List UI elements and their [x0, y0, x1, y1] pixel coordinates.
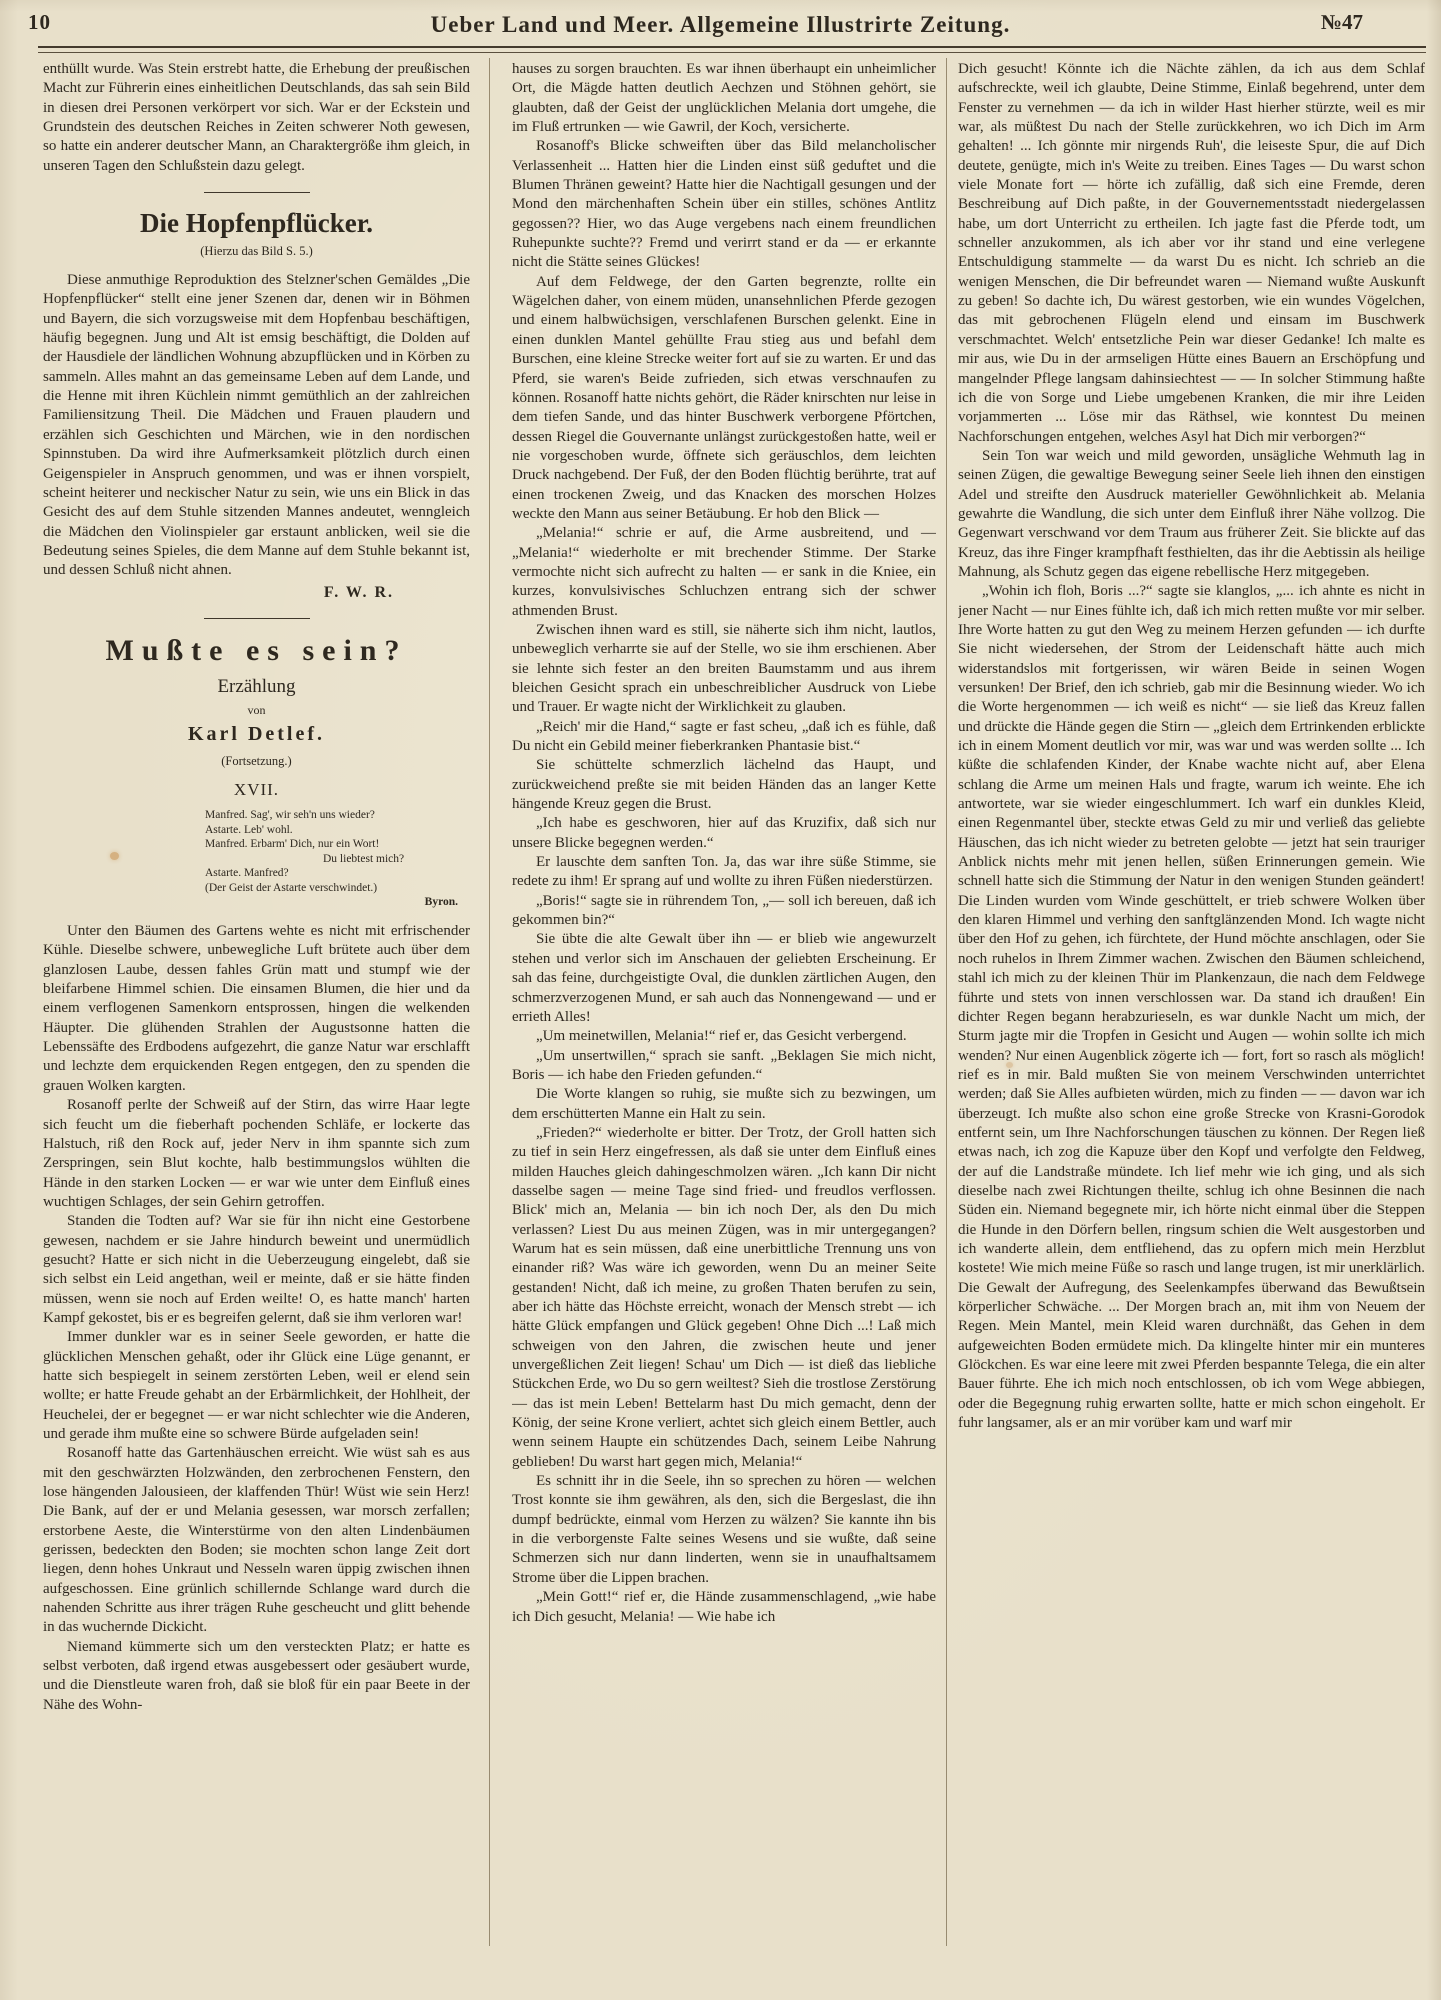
paragraph: hauses zu sorgen brauchten. Es war ihnen überhaupt ein unheimlicher Ort, die Mägde hatten deutlich Aechzen und Stöhnen gehört, sie glaubten, daß der Geist der unglücklichen Melania dort umgehe, die im Fluß ertrunken — wie Gawril, der Koch, versicherte.: [512, 61, 936, 136]
motto-stage-direction: (Der Geist der Astarte verschwindet.): [205, 881, 378, 894]
paragraph: Unter den Bäumen des Gartens wehte es nicht mit erfrischender Kühle. Dieselbe schwere, unbewegliche Luft brütete auch über dem glanzlosen Laube, dessen fahles Grün matt und stumpf wie der bleifarbene Himmel schien. Die einsamen Blumen, die hier und da einem verflogenen Samenkorn entsprossen, hingen die welkenden Häupter. Die glühenden Strahlen der Augustsonne hatten die Lebenssäfte des Erdbodens aufgezehrt, die ganze Natur war erschlafft und lechzte dem erquickenden Regen entgegen, den zu spenden die grauen Wolken kargten.: [43, 923, 470, 1094]
page-number: 10: [28, 10, 51, 34]
section-separator-rule: [204, 192, 310, 193]
paragraph: Sie übte die alte Gewalt über ihn — er blieb wie angewurzelt stehen und verlor sich im Anschauen der geliebten Erscheinung. Er sah das feine, durchgeistigte Oval, die dunklen zärtlichen Augen, den schmerzverzogenen Mund, er sah auch das Nonnengewand — und er errieth Alles!: [512, 931, 936, 1025]
paragraph: Die Worte klangen so ruhig, sie mußte sich zu bezwingen, um dem erschütterten Manne ein Halt zu sein.: [512, 1086, 936, 1122]
motto-line: Du liebtest mich?: [323, 852, 405, 865]
paragraph: Immer dunkler war es in seiner Seele geworden, er hatte die glücklichen Menschen gehaßt, oder ihr Glück eine Lüge genannt, er hatte sich bespiegelt in seinem zerstörten Leben, weil er elend sein wollte; er hatte Freude gehabt an der Erbärmlichkeit, der Hohlheit, der Heuchelei, der er begegnet — er war nicht schlechter wie die Anderen, und gerade ihm mußte eine so schwere Bürde aufgeladen sein!: [43, 1329, 470, 1442]
article-title-hopfenpfluecker: Die Hopfenpflücker.: [139, 208, 373, 239]
paragraph: Rosanoff perlte der Schweiß auf der Stirn, das wirre Haar legte sich feucht um die fieberhaft pochenden Schläfe, er lockerte das Halstuch, riß den Rock auf, jeder Nerv in ihm spannte sich zum Zerspringen, sein Blut kochte, halb bestimmungslos wühlten die Hände in den starken Locken — er war wie unter dem Einfluß eines wuchtigen Schlages, der sein Gehirn getroffen.: [43, 1097, 470, 1210]
author-initials-signature: F. W. R.: [323, 583, 394, 601]
article-subtitle: (Hierzu das Bild S. 5.): [200, 244, 313, 259]
paragraph: Auf dem Feldwege, der den Garten begrenzte, rollte ein Wägelchen daher, von einem müden, unansehnlichen Pferde gezogen und einem halbwüchsigen, verschlafenen Burschen gelenkt. Eine in einen dunklen Mantel gehüllte Frau stieg aus und befahl dem Burschen, eine kleine Strecke weiter fort auf sie zu warten. Er und das Pferd, sie waren's Beide zufrieden, sich etwas verschnaufen zu können. Rosanoff hatte nichts gehört, die Räder knirschten nur leise in dem tiefen Sande, und das hinter Buschwerk verborgene Pförtchen, dessen Riegel die Gouvernante unlängst zurückgestoßen hatte, weil er nie vorgeschoben wurde, öffnete sich geräuschlos, dem leichten Druck nachgebend. Der Fuß, der den Boden flüchtig berührte, trat auf einen trockenen Zweig, und das Knacken des morschen Holzes weckte den Mann aus seiner Betäubung. Er hob den Blick —: [512, 273, 936, 522]
paragraph: „Reich' mir die Hand,“ sagte er fast scheu, „daß ich es fühle, daß Du nicht ein Gebild meiner fieberkranken Phantasie bist.“: [512, 718, 936, 755]
motto-line: Manfred. Sag', wir seh'n uns wieder?: [205, 808, 375, 821]
paragraph: Es schnitt ihr in die Seele, ihn so sprechen zu hören — welchen Trost konnte sie ihm gewähren, als den, sich die Bergeslast, die ihn dumpf bedrückte, einmal vom Herzen zu wälzen? Sie kannte ihn bis in die verborgenste Falte seines Wesens und sie wußte, daß seine Schmerzen sich nur dann linderten, wenn sie in unaufhaltsamem Strome über die Lippen brachen.: [512, 1473, 936, 1586]
issue-number: №47: [1320, 10, 1363, 34]
paragraph: Niemand kümmerte sich um den versteckten Platz; er hatte es selbst verboten, daß irgend etwas ausgebessert oder gesäubert wurde, und die Dienstleute waren froh, daß sie bloß für ein paar Beete in der Nähe des Wohn-: [43, 1638, 470, 1713]
chapter-motto: [205, 808, 470, 910]
paragraph: Rosanoff's Blicke schweiften über das Bild melancholischer Verlassenheit ... Hatten hier die Linden einst süß geduftet und die Blumen Thränen geweint? Hatte hier die Nachtigall gesungen und der Mond den märchenhaften Schein über ein stilles, schönes Antlitz gegossen?? Hier, wo das Auge vergebens nach einem freundlichen Ruhepunkte suchte?? Fremd und verirrt stand er da — er erkannte nicht die Stätte seines Glückes!: [512, 138, 936, 271]
continuation-paragraph: enthüllt wurde. Was Stein erstrebt hatte, die Erhebung der preußischen Macht zur Führerin eines einheitlichen Deutschlands, das sah sein Bild in diesen drei Personen verkörpert vor sich. War er der Eckstein und Grundstein des deutschen Reiches in Zeiten schwerer Noth gewesen, so hatte ein anderer deutscher Mann, an Charaktergröße ihm gleich, in unseren Tagen den Schlußstein dazu gelegt.: [43, 61, 470, 174]
novel-title: Mußte es sein?: [105, 633, 408, 667]
paragraph: Er lauschte dem sanften Ton. Ja, das war ihre süße Stimme, sie redete zu ihm! Er sprang auf und wollte zu ihren Füßen niederstürzen.: [512, 854, 936, 890]
paragraph: „Um meinetwillen, Melania!“ rief er, das Gesicht verbergend.: [536, 1028, 907, 1045]
motto-line: Astarte. Leb' wohl.: [205, 823, 293, 836]
column-divider-2: [946, 58, 947, 1946]
novel-continuation-note: (Fortsetzung.): [221, 753, 292, 768]
paragraph: Dich gesucht! Könnte ich die Nächte zählen, da ich aus dem Schlaf aufschreckte, weil ich glaubte, Deine Stimme, Einlaß begehrend, unter dem Fenster zu vernehmen — da ich in wilder Hast hierher stürzte, weil es mir war, als müßtest Du nach der Stelle zurückkehren, wo ich Dich im Arm gehalten! ... Ich gönnte mir nirgends Ruh', die leiseste Spur, die auf Dich deutete, genügte, mich in's Weite zu treiben. Eines Tages — Du warst schon viele Monate fort — hörte ich zufällig, daß sich eine Fremde, deren Beschreibung auf Dich paßte, in der Gouvernementsstadt niedergelassen habe, um dort Unterricht zu ertheilen. Ich jagte fast die Pferde todt, um schneller anzukommen, als ich aber vor ihr stand und eine verlegene Entschuldigung stammelte — da warst Du es nicht. Ich schrieb an die wenigen Menschen, die Dir befreundet waren — Niemand wußte Auskunft zu geben! So dachte ich, Du wärest gestorben, wie ein wundes Vögelchen, das mit gebrochenen Flügeln elend und einsam im Buschwerk verschmachtet. Welch' entsetzliche Pein war dieser Gedanke! Ich malte es mir aus, wie Du in der armseligen Hütte eines Bauern an Erschöpfung und mangelnder Pflege langsam dahinsiechtest — — In solcher Stimmung haßte ich die von Sorge und Liebe umgebenen Kranken, die mir ihre Leiden vorjammerten ... Löse mir das Räthsel, wie konntest Du meinen Nachforschungen entgehen, welches Asyl hat Dich mir verborgen?“: [958, 61, 1425, 445]
paragraph: „Boris!“ sagte sie in rührendem Ton, „— soll ich bereuen, daß ich gekommen bin?“: [512, 892, 936, 929]
section-separator-rule: [204, 618, 310, 619]
motto-line: Manfred. Erbarm' Dich, nur ein Wort!: [205, 838, 380, 851]
paragraph: „Melania!“ schrie er auf, die Arme ausbreitend, und — „Melania!“ wiederholte er mit brechender Stimme. Der Starke vermochte nicht sich aufrecht zu halten — er sank in die Kniee, ein kurzes, konvulsivisches Schluchzen entrang sich der schwer athmenden Brust.: [512, 525, 936, 619]
motto-attribution: Byron.: [424, 896, 458, 909]
story-text-column1: [43, 922, 470, 1715]
paragraph: „Um unsertwillen,“ sprach sie sanft. „Beklagen Sie mich nicht, Boris — ich habe den Frieden gefunden.“: [512, 1047, 936, 1083]
novel-von-label: von: [247, 702, 266, 717]
paragraph: „Mein Gott!“ rief er, die Hände zusammenschlagend, „wie habe ich Dich gesucht, Melania! — Wie habe ich: [512, 1589, 936, 1625]
novel-genre: Erzählung: [217, 675, 296, 697]
paragraph: Rosanoff hatte das Gartenhäuschen erreicht. Wie wüst sah es aus mit den geschwärzten Holzwänden, den zerbrochenen Fenstern, den lose hängenden Jalousieen, der klaffenden Thür! Wüst wie sein Herz! Die Bank, auf der er und Melania gesessen, war morsch zerfallen; erstorbene Aeste, die Winterstürme von den alten Lindenbäumen gerissen, bedeckten den Boden; sie mochten schon lange Zeit dort liegen, denn hohes Unkraut und Nesseln waren üppig zwischen ihnen aufgeschossen. Eine grünlich schillernde Schlange ward durch die nahenden Schritte aus ihrer trägen Ruhe gescheucht und glitt behende in das wuchernde Dickicht.: [43, 1445, 470, 1636]
paragraph: „Ich habe es geschworen, hier auf das Kruzifix, daß sich nur unsere Blicke begegnen werden.“: [512, 815, 936, 851]
paragraph: „Frieden?“ wiederholte er bitter. Der Trotz, der Groll hatten sich zu tief in sein Herz eingefressen, als daß sie unter dem Einfluß eines milden Hauches gleich dahingeschmolzen wären. „Ich kann Dir nicht dasselbe sagen — meine Tage sind fried- und freudlos verflossen. Blick' mich an, Melania — bin ich noch Der, als den Du mich verlassen? Liest Du aus meinen Zügen, was in mir untergegangen? Warum hat es sein müssen, daß eine unerbittliche Trennung uns von einander riß? Was wäre ich geworden, wenn Du an meiner Seite gestanden! Nicht, daß ich meine, zu großen Thaten berufen zu sein, aber ich hätte das Höchste erreicht, wonach der Mensch strebt — ich hätte Glück empfangen und Glück gegeben! Ohne Dich ...! Laß mich schweigen von den Jahren, die zwischen heute und jener unvergeßlichen Zeit liegen! Schau' um Dich — ist dieß das liebliche Stückchen Erde, wo Du so gern weiltest? Sieh die trostlose Zerstörung — das ist mein Leben! Bettelarm hast Du mich gemacht, denn der König, der seine Krone verliert, achtet sich gleich einem Bettler, auch wenn seinem Haupte ein schützendes Dach, seinem Leibe Nahrung geblieben! Du warst hart gegen mich, Melania!“: [512, 1124, 936, 1470]
column-3: [958, 60, 1425, 1958]
paragraph: Standen die Todten auf? War sie für ihn nicht eine Gestorbene gewesen, nachdem er sie Jahre hindurch beweint und unermüdlich gesucht? Hatte er sich nicht in die Ueberzeugung eingelebt, daß sie sich selbst ein Leid angethan, weil er meinte, daß er sie hätte finden müssen, wenn sie noch auf Erden weilte! O, es hatte manch' harten Kampf gekostet, bis er es begreifen gelernt, daß sie ihm verloren war!: [43, 1213, 470, 1326]
column-2: [512, 60, 936, 1958]
header-rule: [38, 46, 1426, 53]
paragraph: Sein Ton war weich und mild geworden, unsägliche Wehmuth lag in seinen Zügen, die gewaltige Bewegung seiner Seele lieh ihnen den einstigen Adel und streifte den Ausdruck materieller Gewöhnlichkeit ab. Melania gewahrte die Wandlung, die sich unter dem Einfluß ihrer Nähe vollzog. Die Gegenwart verschwand vor dem Traum aus früherer Zeit. Sie blickte auf das Kreuz, das ihre Finger krampfhaft festhielten, das ihr die Aebtissin als heilige Mahnung, als Schutz gegen das eigene rebellische Herz mitgegeben.: [958, 447, 1425, 580]
paragraph: „Wohin ich floh, Boris ...?“ sagte sie klanglos, „... ich ahnte es nicht in jener Nacht — nur Eines fühlte ich, daß ich mich retten mußte vor mir selber. Ihre Worte hatten zu gut den Weg zu meinem Herzen gefunden — ich durfte Sie nicht wiedersehen, der Strom der Leidenschaft hätte auch mich widerstandslos mit fortgerissen, wir wären Beide in seinen Wogen versunken! Der Brief, den ich schrieb, gab mir die Besinnung wieder. Wo ich die Worte hergenommen — ich weiß es nicht“ — sie ließ das Kreuz fallen und drückte die Hände gegen die Stirn — „gleich dem Ertrinkenden erblickte ich in einem Moment deutlich vor mir, was war und was werden sollte ... Ich küßte die schlafenden Kinder, der Knabe wachte nicht auf, aber Elena schlang die Arme um meinen Hals und fragte, warum ich weinte. Ehe ich antwortete, war sie wieder eingeschlummert. Ich warf ein dunkles Kleid, einen Regenmantel über, steckte etwas Geld zu mir und verließ das geliebte Häuschen, das ich nicht wieder zu betreten gelobte — jetzt hat sein trauriger Anblick nichts mehr mit jenen hellen, süßen Erinnerungen gemein. Wie schnell hatte sich die Stimmung der Natur in den wenigen Stunden geändert! Die Linden wurden vom Winde geschüttelt, er trieb schwere Wolken über den klaren Himmel und verhing den sanftglänzenden Mond. Ich wagte nicht über den Hof zu gehen, ich fürchtete, der Hund möchte anschlagen, oder Sie noch ruhelos in Ihrem Zimmer wachen. Zwischen den Bäumen schleichend, stahl ich mich zu der kleinen Thür im Plankenzaun, die nach dem Feldwege führte und stets von innen verschlossen war. Da stand ich draußen! Ein dichter Regen begann herabzurieseln, es war dunkle Nacht um mich, der Sturm jagte mir die Tropfen in Gesicht und Augen — wohin sollte ich mich wenden? Nur einen Augenblick zögerte ich — fort, fort so rasch als möglich! rief es in mir. Bald mußten Sie von meinem Verschwinden unterrichtet werden; daß Sie Alles aufbieten würden, mich zu finden — — davon war ich überzeugt. Ich mußte also schon eine große Strecke von Krasni-Gorodok entfernt sein, um Ihre Nachforschungen täuschen zu können. Der Regen ließ etwas nach, ich zog die Kapuze über den Kopf und verfolgte den Feldweg, der auf die Landstraße mündete. Ich lief mehr wie ich ging, und als sich dieselbe nach zwei Richtungen theilte, schlug ich ohne Besinnen die nach Süden ein. Niemand begegnete mir, ich hörte nicht einmal über die Steppen die Hunde in den Dörfern bellen, ringsum schien die Welt ausgestorben und ich wanderte allein, dem entfliehend, das zu opfern mich mein Herzblut kostete! Wie mich meine Füße so rasch und lange trugen, ist mir unerklärlich. Die Gewalt der Aufregung, des Seelenkampfes überwand das Bewußtsein körperlicher Schwäche. ... Der Morgen brach an, mit ihm von Neuem der Regen. Mein Mantel, mein Kleid waren durchnäßt, das Gehen in dem aufgeweichten Boden ermüdete mich. Da klingelte hinter mir ein munteres Glöckchen. Es war eine leere mit zwei Pferden bespannte Telega, die ein alter Bauer führte. Ehe ich mich noch entschlossen, ob ich vom Wege abbiegen, oder die Begegnung ruhig erwarten sollte, hatte er mich schon eingeholt. Er fuhr langsamer, als er an mir vorüber kam und warf mir: [958, 583, 1425, 1432]
column-divider-1: [489, 58, 490, 1946]
paragraph: Zwischen ihnen ward es still, sie näherte sich ihm nicht, lautlos, unbeweglich verharrte sie auf der Stelle, wo sie ihm erschienen. Aber sie lehnte sich fester an den breiten Baumstamm und aus ihrem bleichen Gesicht sprach ein unbeschreiblicher Ausdruck von Liebe und Trauer. Er wagte nicht der Wirklichkeit zu glauben.: [512, 621, 936, 716]
motto-line: Astarte. Manfred?: [205, 867, 289, 880]
article-body: Diese anmuthige Reproduktion des Stelzner'schen Gemäldes „Die Hopfenpflücker“ stellt eine jener Szenen dar, denen wir in Böhmen und Bayern, die sich vorzugsweise mit dem Hopfenbau beschäftigen, häufig begegnen. Jung und Alt ist emsig beschäftigt, die Dolden auf der Hausdiele der ländlichen Wohnung abzupflücken und in Körben zu sammeln. Alles mahnt an das gemeinsame Leben auf dem Lande, und die Henne mit ihren Küchlein nimmt gemüthlich an der zahlreichen Familiensitzung Theil. Die Mädchen und Frauen plaudern und erzählen sich Geschichten und Märchen, wie in den nordischen Spinnstuben. Da wird ihre Aufmerksamkeit plötzlich durch einen Geigenspieler in Anspruch genommen, und was er ihnen vorspielt, scheint heiterer und neckischer Natur zu sein, wie uns ein Blick in das Gesicht des auf dem Stuhle sitzenden Mannes andeutet, wenngleich die Mädchen den Violinspieler gar erstaunt anblicken, weil sie die Bedeutung seines Spieles, die dem Manne auf dem Stuhle bekannt ist, und dessen Schluß nicht ahnen.: [43, 272, 470, 579]
paragraph: Sie schüttelte schmerzlich lächelnd das Haupt, und zurückweichend preßte sie mit beiden Händen das an langer Kette hängende Kreuz gegen die Brust.: [512, 757, 936, 813]
novel-author: Karl Detlef.: [187, 722, 326, 745]
masthead-title: Ueber Land und Meer. Allgemeine Illustrirte Zeitung.: [430, 12, 1011, 37]
chapter-number: XVII.: [233, 779, 280, 799]
column-1: [43, 60, 470, 1958]
